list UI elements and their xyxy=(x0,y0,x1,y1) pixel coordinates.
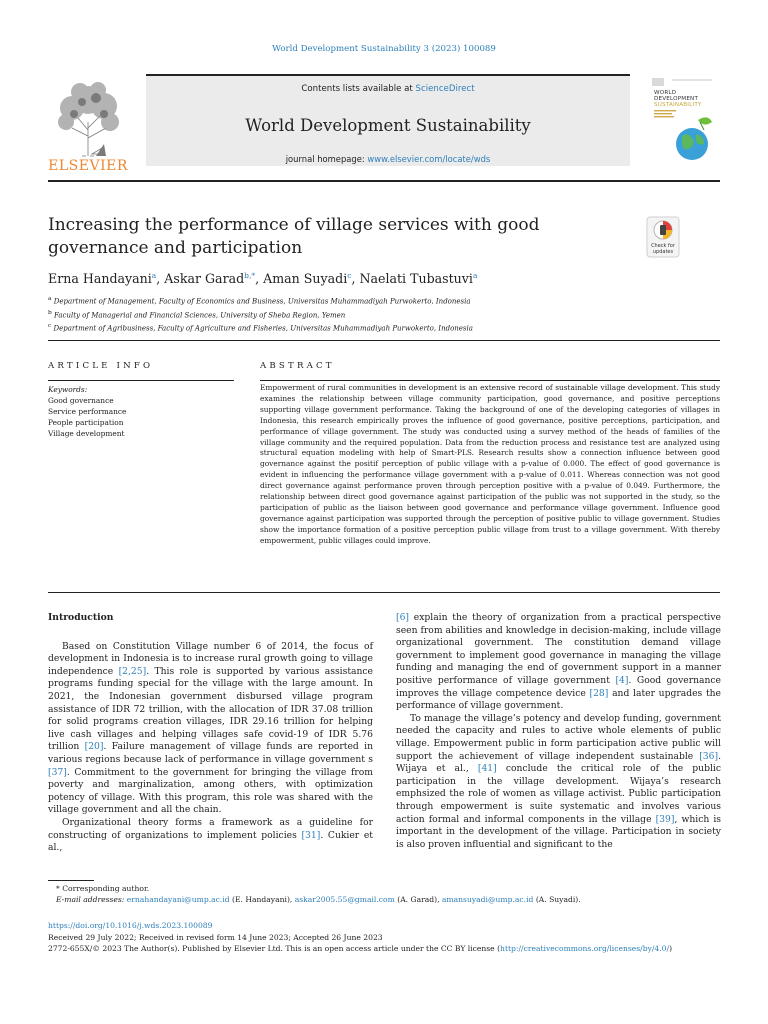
reference-link[interactable]: [2,25] xyxy=(118,665,147,677)
author-affil-sup[interactable]: a xyxy=(472,271,478,280)
abstract-rule xyxy=(260,380,720,381)
contents-prefix: Contents lists available at xyxy=(301,84,416,94)
reference-link[interactable]: [31] xyxy=(301,829,321,841)
keyword-item: People participation xyxy=(48,418,124,427)
author-name[interactable]: Askar Garad xyxy=(164,271,245,287)
keyword-item: Good governance xyxy=(48,396,114,405)
author-list xyxy=(48,271,477,286)
journal-title[interactable]: World Development Sustainability xyxy=(245,116,531,135)
author-affil-sup[interactable]: b,* xyxy=(244,271,256,280)
license-suffix: ) xyxy=(669,944,673,954)
introduction-heading: Introduction xyxy=(48,612,114,623)
author-name[interactable]: Erna Handayani xyxy=(48,271,152,287)
journal-info-box xyxy=(146,74,630,166)
keyword-item: Village development xyxy=(48,429,125,438)
corresponding-text: Corresponding author. xyxy=(62,884,150,893)
paragraph-text: Organizational theory forms a framework as a guideline for constructing of organizations to implement policies xyxy=(48,816,373,841)
body-column-left xyxy=(48,612,373,855)
affiliation-text: Department of Management, Faculty of Economics and Business, Universitas Muhammadiyah Purwokerto, Indonesia xyxy=(53,297,471,306)
article-title: Increasing the performance of village services with good governance and participation xyxy=(48,215,540,258)
license-prefix: 2772-655X/© 2023 The Author(s). Published by Elsevier Ltd. This is an open access article under the CC BY license ( xyxy=(48,944,501,954)
paragraph-text: . Good governance improves the village competence device xyxy=(396,674,721,699)
received-dates: Received 29 July 2022; Received in revised form 14 June 2023; Accepted 26 June 2023 xyxy=(48,932,383,942)
body-paragraph xyxy=(48,641,373,817)
sciencedirect-link[interactable]: ScienceDirect xyxy=(415,84,475,94)
journal-cover-thumbnail[interactable] xyxy=(646,74,720,170)
masthead-divider xyxy=(48,180,720,182)
crossmark-label-1: Check for xyxy=(651,243,675,249)
paragraph-text: . Failure management of village funds are reported in various regions because lack of performance in village government s xyxy=(48,741,373,765)
reference-link[interactable]: [20] xyxy=(84,741,104,753)
elsevier-logo[interactable] xyxy=(48,78,128,178)
affiliation-sup: c xyxy=(48,323,52,330)
reference-link[interactable]: [4] xyxy=(615,674,629,686)
reference-link[interactable]: [28] xyxy=(589,687,609,699)
license-line xyxy=(48,943,738,955)
email-owner: (E. Handayani), xyxy=(229,895,295,905)
paragraph-text: . Wijaya et al., xyxy=(396,750,721,775)
crossmark-label-2: updates xyxy=(652,249,674,255)
affiliation-text: Department of Agribusiness, Faculty of Agriculture and Fisheries, Universitas Muhammadiyah Purwokerto, Indonesia xyxy=(53,324,473,333)
paragraph-text: . Commitment to the government for bringing the village from poverty and marginalization, among others, with optimization potency of village. With this program, this role was shared with the village government and all the chain. xyxy=(48,766,373,816)
article-info-rule xyxy=(48,380,234,381)
reference-link[interactable]: [39] xyxy=(655,813,675,825)
footnote-rule xyxy=(48,880,94,881)
abstract-heading: ABSTRACT xyxy=(260,361,335,371)
check-for-updates-badge[interactable] xyxy=(646,216,680,258)
abstract-bottom-rule xyxy=(48,592,720,593)
body-paragraph xyxy=(396,612,721,713)
reference-link[interactable]: [37] xyxy=(48,766,67,778)
author-affil-sup[interactable]: c xyxy=(347,271,352,280)
paragraph-text: and later upgrades the performance of village government. xyxy=(396,687,721,712)
cover-line-1: WORLD xyxy=(654,90,677,96)
corresponding-author-note: * Corresponding author. xyxy=(56,884,150,893)
reference-link[interactable]: [36] xyxy=(699,750,719,762)
reference-link[interactable]: [6] xyxy=(396,612,410,623)
author-name[interactable]: Naelati Tubastuvi xyxy=(359,271,473,287)
body-paragraph xyxy=(396,713,721,852)
reference-link[interactable]: [41] xyxy=(477,763,497,775)
paragraph-text: . This role is supported by various assistance programs funding special for the village with the large amount. In 2021, the Indonesian government disbursed village program assistance of IDR 72 trillion, with the allocation of IDR 37.08 trillion for solid programs creation villages, IDR 29.16 trillion for helping live cash villages and helping villages safe covid-19 of IDR 5.76 trillion xyxy=(48,665,373,753)
affiliations xyxy=(48,294,473,335)
email-owner: (A. Garad), xyxy=(394,895,442,905)
body-column-right xyxy=(396,612,721,851)
footnotes xyxy=(48,883,720,906)
keyword-item: Service performance xyxy=(48,407,127,416)
affiliation-sup: a xyxy=(48,296,52,302)
paragraph-text: explain the theory of organization from a practical perspective seen from abilities and knowledge in decision-making, include village organizational government. The constitution demand village government to implement good governance in managing the village funding and managing the end of government support in a manner positive performance of village government xyxy=(396,612,721,686)
journal-masthead xyxy=(48,72,720,182)
cover-line-3: SUSTAINABILITY xyxy=(654,102,702,108)
section-divider xyxy=(48,340,720,341)
affiliation-text: Faculty of Managerial and Financial Sciences, University of Sheba Region, Yemen xyxy=(53,310,346,319)
email-link[interactable]: askar2005.55@gmail.com xyxy=(294,895,395,905)
article-info-heading: ARTICLE INFO xyxy=(48,361,154,371)
abstract-text: Empowerment of rural communities in development is an extensive record of sustainable village development. This study examines the relationship between village community participation, good governance, and positive perceptions supporting village government performance. Taking the background of one of the developing categories of villages in Indonesia, this research empirically proves the influence of good governance, positive perceptions, participation, and performance of village government. The study was conducted using a survey method of the heads of families of the village community and the required population. Data from the reduction process and resistance test are analyzed using structural equation modeling with help of Smart-PLS. Research results show a connection influence between good governance against the positif perception of public village with a p-value of 0.000. The effect of good governance is evident in influencing the performance village government with a p-value of 0.011. Whereas connection was not good direct governance against performance proven through perception positive with a p-value of 0.049. Furthermore, the relationship between direct good governance against participation of the public was not supported in the study, so the participation of public as the liaison between good governance and performance village government. Influence good governance against participation was supported through the perception of positive public to village government. Studies show the importance formation of a positive perception public village from trust to a village government. With thereby empowerment, public villages could improve. xyxy=(260,383,720,545)
author-separator: , xyxy=(255,271,264,287)
email-link[interactable]: amansuyadi@ump.ac.id xyxy=(441,895,534,905)
elsevier-wordmark: ELSEVIER xyxy=(48,158,128,174)
affiliation-item xyxy=(48,321,473,335)
paragraph-text: . Cukier et al., xyxy=(48,829,373,854)
affiliation-item xyxy=(48,294,473,308)
right-paragraphs xyxy=(396,612,721,851)
paragraph-text: conclude the critical role of the public participation in the village development. Wijaya’s research emphsized the role of women as village activist. Public participation through empowerment is suite systematic and involves various action formal and informal components in the village xyxy=(396,763,721,825)
email-label: E-mail addresses: xyxy=(56,895,125,905)
homepage-prefix: journal homepage: xyxy=(285,154,368,164)
contents-line xyxy=(146,84,630,94)
author-separator: , xyxy=(156,271,165,287)
paragraph-text: , which is important in the development of the village. Participation in society is also proven influential and significant to the xyxy=(396,813,721,850)
article-meta xyxy=(48,920,738,955)
homepage-line xyxy=(146,154,630,164)
homepage-link[interactable]: www.elsevier.com/locate/wds xyxy=(367,154,491,164)
keywords-block xyxy=(48,384,126,439)
cover-art-icon xyxy=(646,74,720,170)
email-owner: (A. Suyadi). xyxy=(533,895,581,905)
crossmark-icon xyxy=(646,216,680,258)
paragraph-text: Based on Constitution Village number 6 of 2014, the focus of development in Indonesia is to increase rural growth going to village independence xyxy=(48,640,373,677)
affiliation-sup: b xyxy=(48,309,52,316)
left-paragraphs xyxy=(48,641,373,855)
doi-link[interactable]: https://doi.org/10.1016/j.wds.2023.100089 xyxy=(48,921,213,930)
license-link[interactable]: http://creativecommons.org/licenses/by/4.0/ xyxy=(500,944,670,954)
author-name[interactable]: Aman Suyadi xyxy=(263,271,348,287)
author-separator: , xyxy=(351,271,360,287)
affiliation-item xyxy=(48,308,473,322)
elsevier-tree-icon xyxy=(52,78,124,158)
body-paragraph xyxy=(48,817,373,855)
cover-line-2: DEVELOPMENT xyxy=(654,96,699,102)
paragraph-text: To manage the village’s potency and develop funding, government needed the capacity and rules to active whole elements of public village. Empowerment public in form participation active public will support the achievement of village independent sustainable xyxy=(396,712,721,762)
keywords-label: Keywords: xyxy=(48,385,88,394)
author-affil-sup[interactable]: a xyxy=(151,271,157,280)
journal-citation[interactable]: World Development Sustainability 3 (2023) 100089 xyxy=(272,44,496,54)
email-link[interactable]: ernahandayani@ump.ac.id xyxy=(126,895,230,905)
email-line xyxy=(48,894,720,905)
